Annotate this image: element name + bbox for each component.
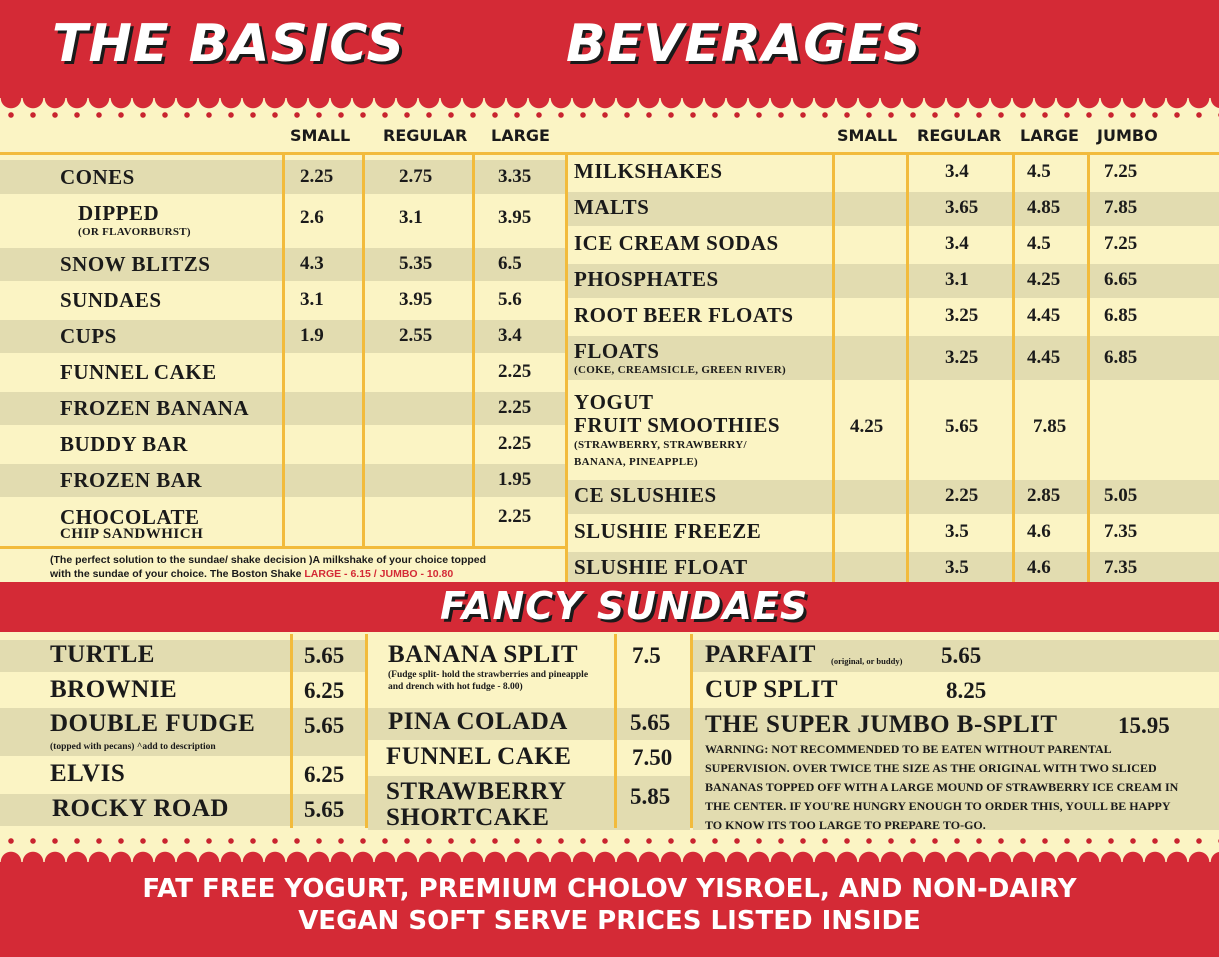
divider: [1012, 152, 1015, 582]
item-note: (OR FLAVORBURST): [78, 226, 191, 238]
price: 7.5: [632, 643, 661, 668]
divider: [906, 152, 909, 582]
item-name: PINA COLADA: [388, 708, 568, 735]
price: 6.85: [1104, 305, 1138, 326]
price: 7.85: [1033, 416, 1067, 437]
item-name: MALTS: [574, 195, 650, 219]
item-name: SLUSHIE FLOAT: [574, 555, 748, 579]
price: 4.25: [1027, 269, 1061, 290]
cup-split-price: 8.25: [946, 678, 987, 703]
price: 2.55: [399, 325, 433, 346]
jumbo-split-price: 15.95: [1118, 713, 1170, 738]
divider: [832, 152, 835, 582]
price: 5.65: [945, 416, 979, 437]
price: 3.95: [399, 289, 433, 310]
fancy-heading: FANCY SUNDAES: [440, 584, 809, 628]
item-name: BANANA SPLIT: [388, 641, 579, 668]
item-name: DIPPED: [78, 201, 160, 225]
item-name: ELVIS: [50, 760, 126, 787]
price: 7.25: [1104, 233, 1138, 254]
price: 2.25: [300, 166, 334, 187]
item-name: DOUBLE FUDGE: [50, 710, 256, 737]
price: 3.35: [498, 166, 532, 187]
parfait-note: (original, or buddy): [831, 656, 903, 666]
divider: [282, 152, 285, 546]
price: 4.6: [1027, 557, 1051, 578]
warning-text: WARNING: NOT RECOMMENDED TO BE EATEN WITHOUT PARENTAL SUPERVISION. OVER TWICE THE SIZE AS THE ORIGINAL WITH TWO SLICED BANANAS TOPPED OFF WITH A LARGE MOUND OF STRAWBERRY ICE CREAM IN THE CENTER. IF YOU'RE HUNGRY ENOUGH TO ORDER THIS, YOULL BE HAPPY TO KNOW ITS TOO LARGE TO PREPARE TO-GO.: [705, 742, 1179, 832]
item-name: YOGUT: [574, 390, 654, 414]
price: 5.65: [304, 643, 345, 668]
jumbo-split-name: THE SUPER JUMBO B-SPLIT: [705, 711, 1058, 738]
price: 5.65: [304, 797, 345, 822]
price: 4.85: [1027, 197, 1061, 218]
price: 3.25: [945, 305, 979, 326]
divider: [565, 152, 568, 582]
price: 7.25: [1104, 161, 1138, 182]
price: 3.25: [945, 347, 979, 368]
item-note: (topped with pecans) ^add to description: [50, 742, 216, 752]
price: 5.65: [304, 713, 345, 738]
item-name-line2: SHORTCAKE: [386, 804, 550, 831]
price: 5.85: [630, 784, 671, 809]
price: 7.85: [1104, 197, 1138, 218]
price: 5.35: [399, 253, 433, 274]
price: 6.25: [304, 762, 345, 787]
top-dots: [0, 110, 1219, 120]
item-name: ICE CREAM SODAS: [574, 231, 779, 255]
item-name: MILKSHAKES: [574, 159, 723, 183]
price: 2.25: [945, 485, 979, 506]
divider: [362, 152, 365, 546]
price: 3.65: [945, 197, 979, 218]
price: 2.75: [399, 166, 433, 187]
price: 3.5: [945, 557, 969, 578]
item-name: FROZEN BAR: [60, 468, 203, 492]
price: 4.6: [1027, 521, 1051, 542]
boston-note-text: with the sundae of your choice. The Boston Shake: [50, 568, 302, 580]
basics-col-small: SMALL: [290, 126, 351, 145]
item-name: CHOCOLATE: [60, 505, 200, 529]
footer-line2: VEGAN SOFT SERVE PRICES LISTED INSIDE: [298, 906, 921, 936]
price: 3.95: [498, 207, 532, 228]
basics-col-regular: REGULAR: [383, 126, 468, 145]
price: 2.6: [300, 207, 324, 228]
item-name: SNOW BLITZS: [60, 252, 211, 276]
item-name: FUNNEL CAKE: [60, 360, 217, 384]
item-name-line2: CHIP SANDWHICH: [60, 526, 204, 542]
divider: [290, 634, 293, 828]
item-name: SUNDAES: [60, 288, 162, 312]
price: 6.5: [498, 253, 522, 274]
price: 3.5: [945, 521, 969, 542]
bev-col-large: LARGE: [1020, 126, 1079, 145]
item-name: FROZEN BANANA: [60, 396, 250, 420]
divider: [614, 634, 617, 828]
price: 5.6: [498, 289, 522, 310]
price: 1.95: [498, 469, 532, 490]
price: 6.65: [1104, 269, 1138, 290]
item-name: CE SLUSHIES: [574, 483, 717, 507]
parfait-name: PARFAIT: [705, 641, 816, 668]
item-note-line2: BANANA, PINEAPPLE): [574, 456, 698, 468]
bev-col-jumbo: JUMBO: [1097, 126, 1158, 145]
boston-price: LARGE - 6.15 / JUMBO - 10.80: [304, 568, 454, 580]
item-name: STRAWBERRY: [386, 778, 567, 805]
price: 3.1: [399, 207, 423, 228]
price: 4.45: [1027, 305, 1061, 326]
item-name: TURTLE: [50, 641, 155, 668]
boston-note: [50, 553, 486, 581]
price: 7.50: [632, 745, 673, 770]
price: 2.85: [1027, 485, 1061, 506]
price: 2.25: [498, 361, 532, 382]
item-name: BUDDY BAR: [60, 432, 188, 456]
divider: [472, 152, 475, 546]
price: 4.3: [300, 253, 324, 274]
item-name: FUNNEL CAKE: [386, 743, 572, 770]
item-name: FLOATS: [574, 339, 660, 363]
bev-col-small: SMALL: [837, 126, 898, 145]
price: 3.4: [945, 233, 969, 254]
price: 3.1: [945, 269, 969, 290]
item-note: (STRAWBERRY, STRAWBERRY/: [574, 439, 747, 451]
item-name: ROOT BEER FLOATS: [574, 303, 794, 327]
item-name: CONES: [60, 165, 135, 189]
bottom-dots: [0, 836, 1219, 846]
cup-split-name: CUP SPLIT: [705, 676, 839, 703]
parfait-price: 5.65: [941, 643, 982, 668]
price: 2.25: [498, 433, 532, 454]
item-name-line2: FRUIT SMOOTHIES: [574, 413, 781, 437]
divider: [565, 152, 1219, 155]
price: 4.25: [850, 416, 884, 437]
bev-col-regular: REGULAR: [917, 126, 1002, 145]
basics-col-large: LARGE: [491, 126, 550, 145]
price: 2.25: [498, 506, 532, 527]
item-name: PHOSPHATES: [574, 267, 719, 291]
price: 4.5: [1027, 233, 1051, 254]
price: 3.4: [945, 161, 969, 182]
item-note: (COKE, CREAMSICLE, GREEN RIVER): [574, 364, 786, 376]
divider: [0, 546, 565, 549]
price: 3.1: [300, 289, 324, 310]
bottom-scallop: [0, 848, 1219, 862]
price: 6.25: [304, 678, 345, 703]
footer-line1: FAT FREE YOGURT, PREMIUM CHOLOV YISROEL, AND NON-DAIRY: [142, 874, 1077, 904]
price: 6.85: [1104, 347, 1138, 368]
price: 5.05: [1104, 485, 1138, 506]
price: 1.9: [300, 325, 324, 346]
divider: [1087, 152, 1090, 582]
price: 4.45: [1027, 347, 1061, 368]
price: 3.4: [498, 325, 522, 346]
item-name: BROWNIE: [50, 676, 178, 703]
item-name: ROCKY ROAD: [52, 795, 229, 822]
item-note: (Fudge split- hold the strawberries and pineapple and drench with hot fudge - 8.00): [388, 670, 589, 692]
price: 4.5: [1027, 161, 1051, 182]
price: 7.35: [1104, 557, 1138, 578]
item-name: CUPS: [60, 324, 117, 348]
price: 7.35: [1104, 521, 1138, 542]
basics-heading: THE BASICS: [52, 14, 406, 74]
boston-note-line2: [50, 567, 486, 581]
boston-note-line1: (The perfect solution to the sundae/ shake decision )A milkshake of your choice topped: [50, 554, 487, 566]
beverages-heading: BEVERAGES: [566, 14, 922, 74]
price: 5.65: [630, 710, 671, 735]
price: 2.25: [498, 397, 532, 418]
item-name: SLUSHIE FREEZE: [574, 519, 762, 543]
